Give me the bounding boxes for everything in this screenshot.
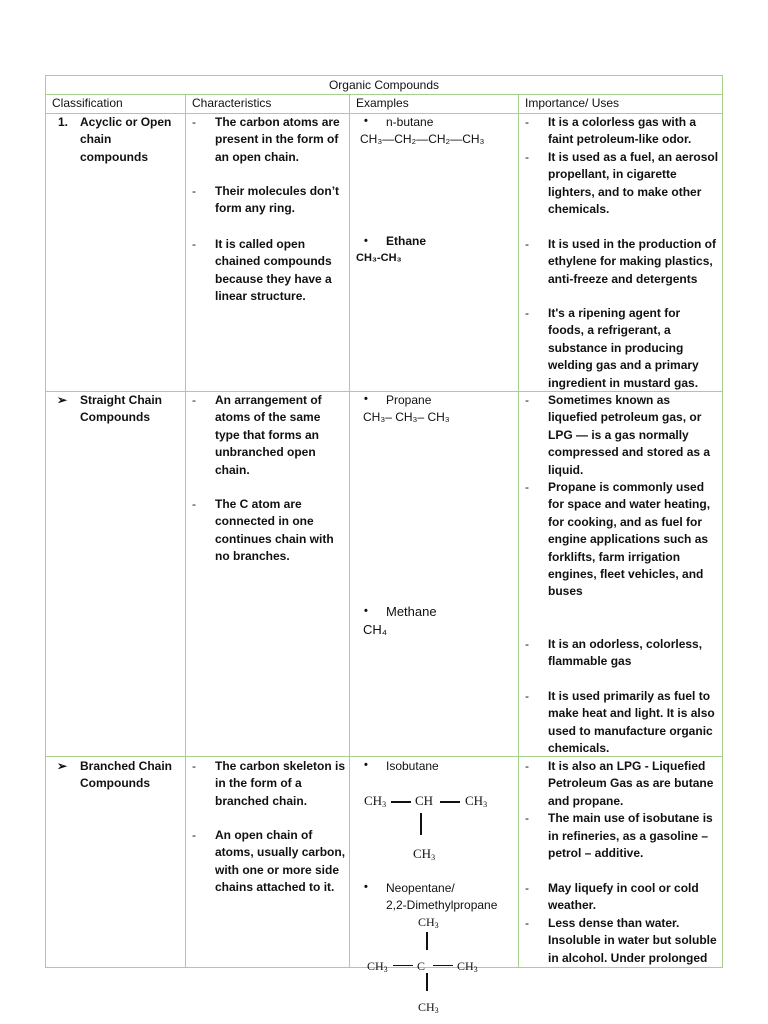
row2-use1-line4: compressed and stored as a bbox=[548, 445, 711, 460]
row2-use1-line3: LPG — is a gas normally bbox=[548, 427, 689, 442]
row3-char1-line3: branched chain. bbox=[215, 793, 308, 808]
ch-group: CH bbox=[415, 793, 434, 808]
subscript: 3 bbox=[483, 800, 488, 809]
ch3-group-bottom: $CH_3$ bbox=[418, 1000, 439, 1015]
row3-use3-line2: weather. bbox=[548, 898, 597, 913]
dash: - bbox=[525, 811, 529, 826]
ch3-group-left: $CH_3$ bbox=[367, 959, 388, 974]
row2-example1-name: Propane bbox=[386, 393, 432, 407]
dash: - bbox=[525, 881, 529, 895]
row3-use2-line1: The main use of isobutane is bbox=[548, 811, 713, 826]
row1-use4-line5: ingredient in mustard gas. bbox=[548, 375, 699, 390]
row2-use3-line1: It is an odorless, colorless, bbox=[548, 637, 703, 651]
subscript: 3 bbox=[431, 853, 436, 862]
header-uses: Importance/ Uses bbox=[525, 96, 620, 110]
ch3-group-left: $CH_3$ bbox=[364, 793, 387, 809]
row1-char3-line1: It is called open bbox=[215, 237, 306, 251]
row3-char1-line1: The carbon skeleton is bbox=[215, 759, 346, 773]
row3-class-line2: Compounds bbox=[80, 776, 150, 791]
header-characteristics: Characteristics bbox=[192, 96, 272, 110]
row1-char1-line1: The carbon atoms are bbox=[215, 115, 340, 129]
dash: - bbox=[192, 759, 196, 773]
row3-use4-line3: in alcohol. Under prolonged bbox=[548, 950, 708, 965]
row1-use3-line2: ethylene for making plastics, bbox=[548, 254, 713, 269]
row2-char2-line1: The C atom are bbox=[215, 497, 302, 511]
row2-example2-formula: CH₄ bbox=[363, 622, 388, 637]
c-group: C bbox=[417, 959, 426, 973]
bullet: • bbox=[364, 759, 368, 771]
row1-char2-line2: form any ring. bbox=[215, 201, 296, 216]
row1-use2-line2: propellant, in cigarette bbox=[548, 167, 677, 182]
row3-example1-name: Isobutane bbox=[386, 759, 439, 773]
row3-use1-line1: It is also an LPG - Liquefied bbox=[548, 759, 706, 773]
row2-use2-line2: for space and water heating, bbox=[548, 497, 711, 512]
dash: - bbox=[525, 149, 529, 164]
row1-class-line2: chain bbox=[80, 132, 112, 147]
table-title: Organic Compounds bbox=[328, 78, 440, 92]
dash: - bbox=[525, 480, 529, 494]
ch3-group-top: $CH_3$ bbox=[418, 915, 439, 930]
ch3-group-right: $CH_3$ bbox=[457, 959, 478, 974]
dash: - bbox=[192, 184, 196, 198]
row1-char3-line3: because they have a bbox=[215, 271, 332, 286]
row1-use1-line2: faint petroleum-like odor. bbox=[548, 132, 692, 147]
row1-char3-line2: chained compounds bbox=[215, 254, 332, 269]
row1-use2-line3: lighters, and to make other bbox=[548, 184, 702, 199]
row3-char2-line1: An open chain of bbox=[215, 828, 313, 842]
dash: - bbox=[525, 306, 529, 320]
row1-use1-line1: It is a colorless gas with a bbox=[548, 115, 697, 129]
table-border-left bbox=[45, 75, 46, 968]
row2-example1-formula: CH₃– CH₃– CH₃ bbox=[363, 410, 450, 424]
subscript: 3 bbox=[473, 965, 478, 974]
row2-char1-line2: atoms of the same bbox=[215, 410, 321, 425]
subscript: 3 bbox=[382, 800, 387, 809]
row2-use2-line6: engines, fleet vehicles, and bbox=[548, 567, 704, 581]
row3-char1-line2: in the form of a bbox=[215, 776, 302, 791]
subscript: 3 bbox=[434, 1006, 439, 1015]
ch3-group-bottom: $CH_3$ bbox=[413, 846, 436, 862]
dash: - bbox=[525, 915, 529, 930]
dash: - bbox=[192, 115, 196, 129]
row3-use2-line2: in refineries, as a gasoline – bbox=[548, 828, 709, 843]
bullet: • bbox=[364, 605, 368, 617]
row3-example2-name2: 2,2-Dimethylpropane bbox=[386, 898, 498, 912]
row1-class-line3: compounds bbox=[80, 149, 148, 164]
row2-char2-line4: no branches. bbox=[215, 549, 290, 564]
subscript: 3 bbox=[434, 921, 439, 930]
row1-example1-name: n-butane bbox=[386, 115, 434, 129]
bond bbox=[426, 932, 428, 950]
row3-use4-line2: Insoluble in water but soluble bbox=[548, 933, 717, 948]
bond bbox=[426, 973, 428, 991]
row1-example1-formula: CH₃—CH₂—CH₂—CH₃ bbox=[360, 132, 485, 146]
row2-use2-line3: for cooking, and as fuel for bbox=[548, 514, 703, 529]
table-border-right bbox=[722, 75, 723, 968]
row3-class-line1: Branched Chain bbox=[80, 759, 173, 773]
row1-char1-line2: present in the form of bbox=[215, 132, 339, 147]
dash: - bbox=[525, 115, 529, 129]
row3-char2-line2: atoms, usually carbon, bbox=[215, 845, 346, 860]
row2-char1-line5: chain. bbox=[215, 462, 250, 477]
row2-use2-line5: forklifts, farm irrigation bbox=[548, 549, 681, 564]
dash: - bbox=[525, 393, 529, 407]
bond bbox=[440, 801, 460, 803]
bond bbox=[433, 965, 453, 966]
row3-use4-line1: Less dense than water. bbox=[548, 915, 680, 930]
table-border-top bbox=[45, 75, 723, 76]
row2-char2-line3: continues chain with bbox=[215, 531, 334, 546]
row2-use2-line1: Propane is commonly used bbox=[548, 480, 705, 494]
row2-use4-line2: make heat and light. It is also bbox=[548, 706, 715, 721]
row2-example2-name: Methane bbox=[386, 604, 437, 619]
row2-char1-line1: An arrangement of bbox=[215, 393, 322, 407]
row2-use1-line1: Sometimes known as bbox=[548, 393, 671, 407]
bullet: • bbox=[364, 881, 368, 893]
row3-use1-line2: Petroleum Gas as are butane bbox=[548, 776, 714, 791]
row2-class-line2: Compounds bbox=[80, 410, 150, 425]
row1-char1-line3: an open chain. bbox=[215, 149, 300, 164]
row2-use2-line7: buses bbox=[548, 584, 583, 599]
row-divider-2 bbox=[45, 756, 723, 757]
arrow-bullet-icon: ➢ bbox=[57, 393, 68, 407]
row2-class-line1: Straight Chain bbox=[80, 393, 163, 407]
dash: - bbox=[192, 393, 196, 407]
subscript: 3 bbox=[383, 965, 388, 974]
row2-use3-line2: flammable gas bbox=[548, 654, 632, 669]
row2-char2-line2: connected in one bbox=[215, 514, 314, 529]
row2-use2-line4: engine applications such as bbox=[548, 532, 709, 547]
row3-use3-line1: May liquefy in cool or cold bbox=[548, 881, 699, 895]
row1-char2-line1: Their molecules don’t bbox=[215, 184, 340, 198]
header-examples: Examples bbox=[356, 96, 409, 110]
row3-use1-line3: and propane. bbox=[548, 793, 624, 808]
dash: - bbox=[525, 637, 529, 651]
dash: - bbox=[192, 497, 196, 511]
row1-use2-line4: chemicals. bbox=[548, 202, 610, 216]
dash: - bbox=[192, 828, 196, 842]
row2-char1-line4: unbranched open bbox=[215, 445, 316, 460]
row2-use1-line2: liquefied petroleum gas, or bbox=[548, 410, 702, 425]
bond bbox=[391, 801, 411, 803]
arrow-bullet-icon: ➢ bbox=[57, 759, 68, 773]
row2-use1-line5: liquid. bbox=[548, 462, 584, 477]
row2-char1-line3: type that forms an bbox=[215, 427, 320, 442]
row1-class-line1: Acyclic or Open bbox=[80, 115, 172, 129]
col-divider-2 bbox=[349, 94, 350, 968]
bond bbox=[393, 965, 413, 966]
ch3-group-right: $CH_3$ bbox=[465, 793, 488, 809]
row1-example2-formula: CH₃-CH₃ bbox=[356, 252, 402, 264]
row2-use4-line4: chemicals. bbox=[548, 741, 610, 756]
organic-compounds-table bbox=[45, 75, 723, 974]
bullet: • bbox=[364, 393, 368, 405]
dash: - bbox=[525, 689, 529, 703]
bullet: • bbox=[364, 235, 368, 247]
dash: - bbox=[525, 237, 529, 251]
row1-char3-line4: linear structure. bbox=[215, 289, 306, 304]
dash: - bbox=[192, 237, 196, 251]
row2-use4-line1: It is used primarily as fuel to bbox=[548, 689, 711, 703]
col-divider-3 bbox=[518, 94, 519, 968]
bullet: • bbox=[364, 115, 368, 127]
row1-use4-line1: It's a ripening agent for bbox=[548, 306, 681, 320]
row1-use3-line1: It is used in the production of bbox=[548, 237, 716, 251]
row1-use3-line3: anti-freeze and detergents bbox=[548, 271, 698, 286]
bond bbox=[420, 813, 422, 835]
col-divider-1 bbox=[185, 94, 186, 968]
row3-example2-name: Neopentane/ bbox=[386, 881, 455, 895]
row3-char2-line4: chains attached to it. bbox=[215, 880, 335, 895]
row3-char2-line3: with one or more side bbox=[215, 862, 340, 877]
row1-use4-line2: foods, a refrigerant, a bbox=[548, 323, 671, 338]
row1-use2-line1: It is used as a fuel, an aerosol bbox=[548, 149, 719, 164]
row2-use4-line3: used to manufacture organic bbox=[548, 723, 713, 738]
dash: - bbox=[525, 759, 529, 773]
row1-use4-line4: welding gas and a primary bbox=[548, 358, 699, 373]
row3-use2-line3: petrol – additive. bbox=[548, 846, 644, 860]
header-classification: Classification bbox=[52, 96, 123, 110]
row1-example2-name: Ethane bbox=[386, 234, 427, 248]
row1-number: 1. bbox=[58, 115, 69, 129]
row1-use4-line3: substance in producing bbox=[548, 340, 684, 355]
